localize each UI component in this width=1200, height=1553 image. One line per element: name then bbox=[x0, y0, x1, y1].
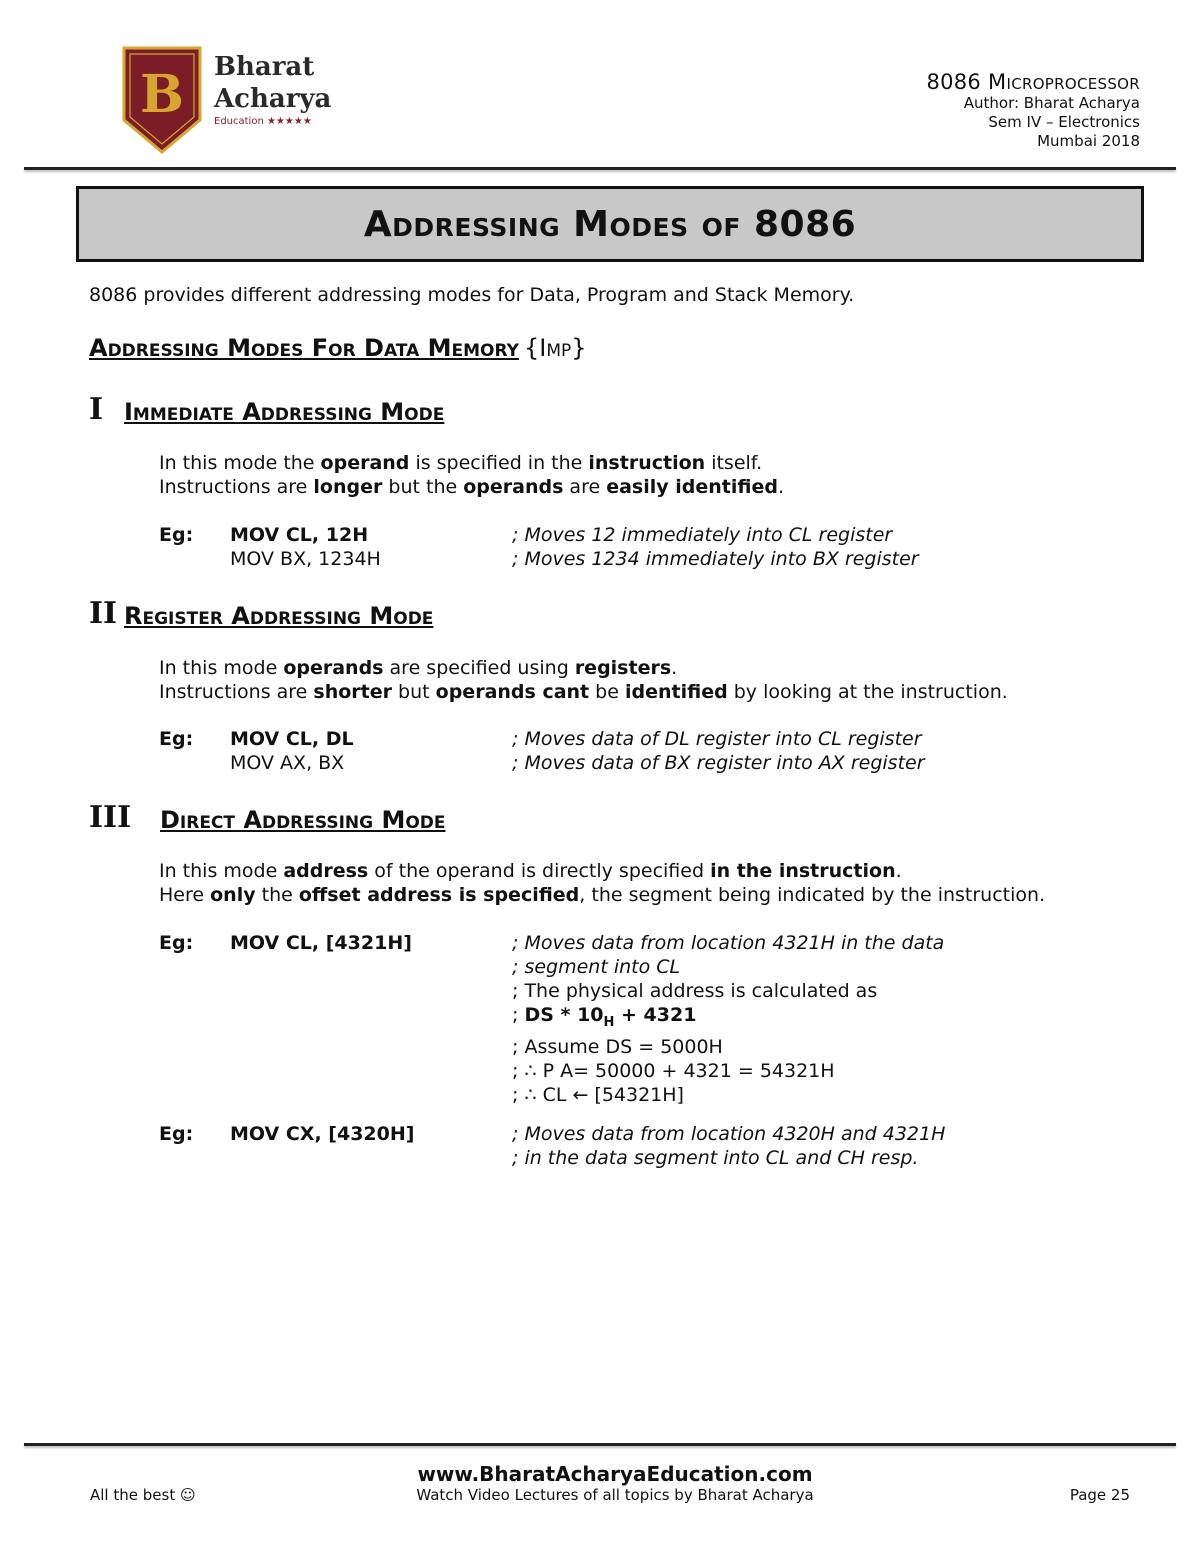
page-title: Addressing Modes of 8086 bbox=[363, 203, 857, 245]
footer-left-text: All the best ☺ bbox=[90, 1486, 196, 1504]
footer-url-link[interactable]: www.BharatAcharyaEducation.com bbox=[417, 1462, 813, 1486]
mode-3-description bbox=[159, 859, 1045, 907]
example-code: MOV AX, BX bbox=[230, 752, 345, 774]
logo-shield-icon bbox=[122, 46, 202, 154]
mode-1-heading bbox=[89, 392, 103, 427]
footer-center bbox=[0, 1462, 1200, 1504]
page-number: Page 25 bbox=[1069, 1486, 1130, 1504]
intro-text: 8086 provides different addressing modes for Data, Program and Stack Memory. bbox=[89, 284, 855, 306]
example-code: MOV CL, [4321H] bbox=[230, 932, 412, 954]
example-comment: ; Moves data from location 4320H and 4321H bbox=[512, 1123, 946, 1145]
mode-2-eg-label: Eg: bbox=[159, 728, 194, 750]
mode-2-numeral: II bbox=[89, 596, 118, 631]
footer-subtext: Watch Video Lectures of all topics by Bharat Acharya bbox=[416, 1486, 814, 1504]
mode-1-comments bbox=[512, 523, 919, 571]
logo-name-line2: Acharya bbox=[214, 84, 332, 114]
example-comment: ; Assume DS = 5000H bbox=[512, 1035, 723, 1058]
example-comment: ; Moves data of DL register into CL register bbox=[512, 728, 922, 750]
mode-3-line-2: Here only the offset address is specified, the segment being indicated by the instruction. bbox=[159, 884, 1046, 906]
section-heading-label: Addressing Modes For Data Memory bbox=[89, 334, 519, 362]
mode-1-line-1: In this mode the operand is specified in the instruction itself. bbox=[159, 452, 763, 474]
mode-2-line-1: In this mode operands are specified using registers. bbox=[159, 657, 678, 679]
mode-1-description bbox=[159, 451, 784, 499]
example-code: MOV CX, [4320H] bbox=[230, 1123, 415, 1145]
logo-name-line1: Bharat bbox=[214, 52, 315, 82]
example-comment: ; The physical address is calculated as bbox=[512, 980, 878, 1002]
page-title-box bbox=[76, 186, 1144, 262]
example-comment-formula: ; DS * $10_H + 4321$ bbox=[512, 1004, 697, 1030]
example-comment: ; segment into CL bbox=[512, 956, 681, 978]
example-comment: ; ∴ CL ← [54321H] bbox=[512, 1083, 684, 1106]
mode-3-title: Direct Addressing Mode bbox=[160, 806, 446, 834]
example-code: MOV CL, DL bbox=[230, 728, 354, 750]
header-author: Author: Bharat Acharya bbox=[963, 94, 1140, 112]
footer-divider bbox=[24, 1443, 1176, 1446]
mode-3-example-1-comments bbox=[512, 931, 944, 1107]
mode-1-numeral: I bbox=[89, 392, 104, 427]
mode-2-description bbox=[159, 656, 1008, 704]
header-sem: Sem IV – Electronics bbox=[988, 113, 1140, 131]
mode-2-line-2: Instructions are shorter but operands cant be identified by looking at the instruction. bbox=[159, 681, 1008, 703]
logo bbox=[122, 46, 332, 156]
header-place: Mumbai 2018 bbox=[1037, 132, 1140, 150]
section-heading-tag: {Imp} bbox=[524, 334, 587, 362]
mode-2-examples bbox=[230, 727, 354, 775]
mode-3-line-1: In this mode address of the operand is directly specified in the instruction. bbox=[159, 860, 902, 882]
example-comment: ; Moves 1234 immediately into BX register bbox=[512, 548, 919, 570]
example-code: MOV CL, 12H bbox=[230, 524, 369, 546]
mode-1-eg-label: Eg: bbox=[159, 524, 194, 546]
example-code: MOV BX, 1234H bbox=[230, 548, 381, 570]
example-comment: ; Moves data from location 4321H in the data bbox=[512, 932, 945, 954]
mode-1-line-2: Instructions are longer but the operands are easily identified. bbox=[159, 476, 784, 498]
header-info bbox=[926, 70, 1140, 151]
logo-letter: B bbox=[140, 64, 184, 125]
mode-3-heading bbox=[89, 800, 131, 835]
example-comment: ; ∴ P A= 50000 + 4321 = 54321H bbox=[512, 1059, 835, 1082]
mode-3-numeral: III bbox=[89, 800, 132, 835]
logo-tagline: Education ★★★★★ bbox=[214, 116, 312, 127]
mode-1-examples bbox=[230, 523, 381, 571]
example-comment: ; Moves data of BX register into AX register bbox=[512, 752, 925, 774]
section-heading bbox=[89, 334, 587, 362]
mode-2-comments bbox=[512, 727, 925, 775]
header-title: 8086 Microprocessor bbox=[926, 70, 1140, 94]
example-comment: ; Moves 12 immediately into CL register bbox=[512, 524, 893, 546]
mode-1-title: Immediate Addressing Mode bbox=[124, 398, 445, 426]
mode-3-eg-label-1: Eg: bbox=[159, 932, 194, 954]
mode-3-eg-label-2: Eg: bbox=[159, 1123, 194, 1145]
example-comment: ; in the data segment into CL and CH resp. bbox=[512, 1147, 919, 1169]
mode-3-example-2-comments bbox=[512, 1122, 945, 1170]
header-divider bbox=[24, 167, 1176, 170]
mode-2-heading bbox=[89, 596, 117, 631]
mode-2-title: Register Addressing Mode bbox=[124, 602, 434, 630]
